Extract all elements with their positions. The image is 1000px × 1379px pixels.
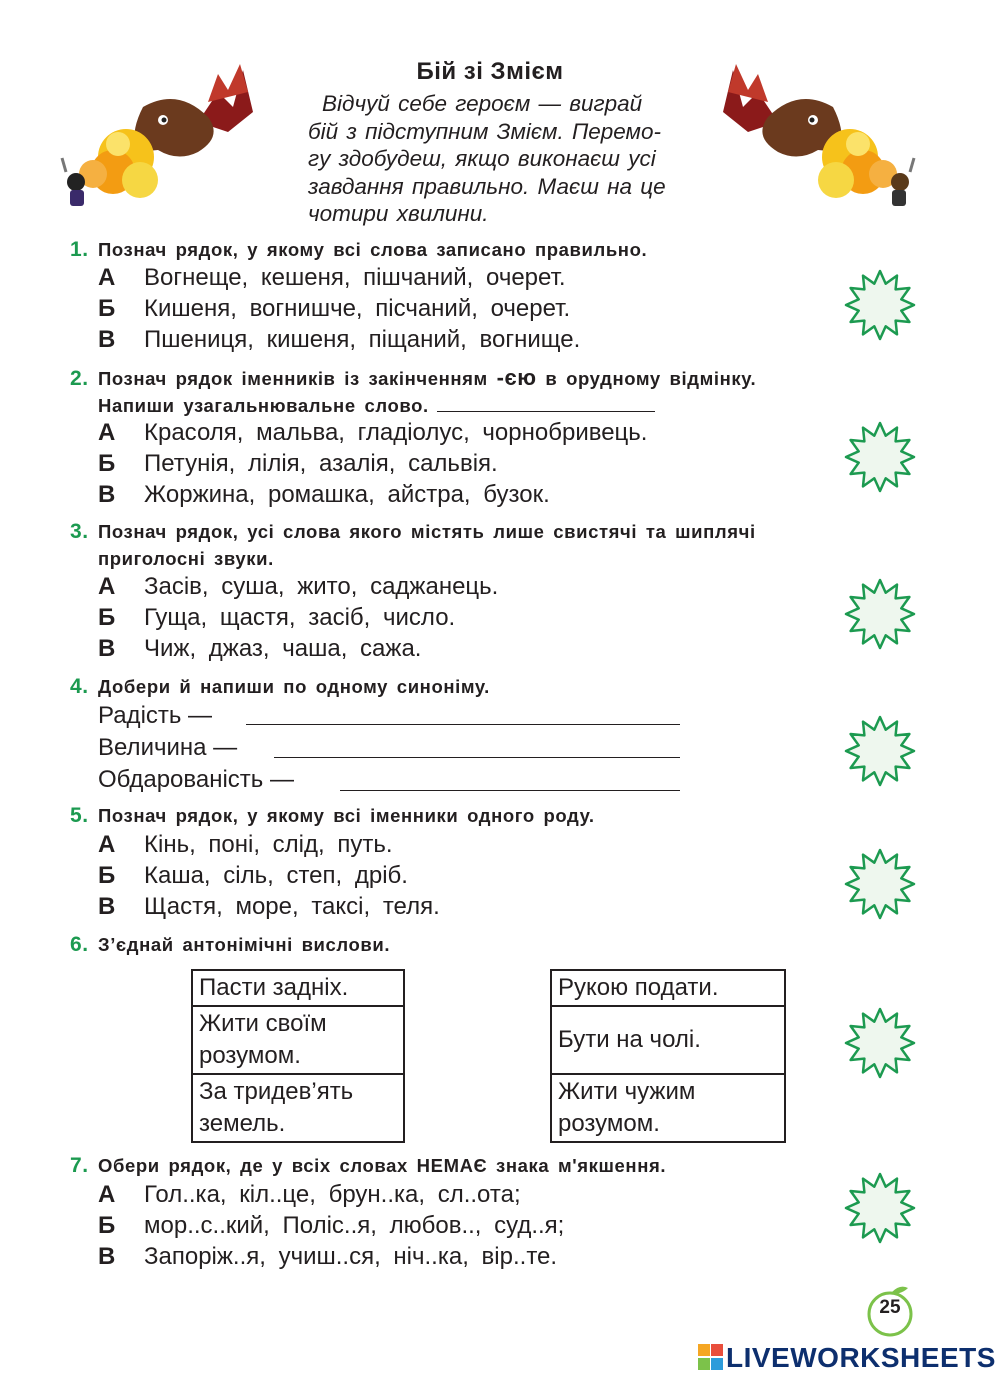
page-number: 25 [879,1297,901,1318]
match-cell[interactable]: За тридев’ять земель. [192,1074,404,1142]
star-icon[interactable] [844,269,916,341]
option-text: Запоріж..я, учиш..ся, ніч..ка, вір..те. [144,1243,558,1270]
option-text: Гол..ка, кіл..це, брун..ка, сл..ота; [144,1181,521,1208]
option-row[interactable] [98,603,455,633]
question-text: Познач рядок, у якому всі слова записано правильно. [98,239,648,260]
option-row[interactable] [98,263,566,293]
star-icon[interactable] [844,578,916,650]
option-text: Пшениця, кишеня, піщаний, вогнище. [144,326,581,353]
option-letter: Б [98,604,116,631]
star-icon[interactable] [844,1172,916,1244]
option-text: Гуща, щастя, засіб, число. [144,604,456,631]
question-2 [70,364,822,419]
option-text: мор..с..кий, Поліс..я, любов.., суд..я; [144,1212,565,1239]
option-letter: В [98,635,116,662]
question-6 [70,931,822,958]
option-text: Засів, суша, жито, саджанець. [144,573,499,600]
option-letter: А [98,1181,116,1208]
option-letter: А [98,264,116,291]
option-letter: Б [98,450,116,477]
option-letter: Б [98,862,116,889]
answer-blank[interactable] [437,393,655,412]
option-text: Щастя, море, таксі, теля. [144,893,440,920]
option-row[interactable] [98,325,580,355]
question-1 [70,236,822,263]
footer-brand: LIVEWORKSHEETS [726,1342,996,1373]
option-row[interactable] [98,1242,557,1272]
option-text: Кінь, поні, слід, путь. [144,831,393,858]
option-text: Жоржина, ромашка, айстра, бузок. [144,481,550,508]
question-number: 3. [70,520,89,543]
question-text: Познач рядок, у якому всі іменники одного роду. [98,805,595,826]
option-letter: А [98,573,116,600]
option-row[interactable] [98,572,498,602]
option-text: Петунія, лілія, азалія, сальвія. [144,450,498,477]
question-text: З’єднай антонімічні вислови. [98,934,391,955]
question-number: 7. [70,1154,89,1177]
question-text: Познач рядок, усі слова якого містять лише свистячі та шиплячі [98,521,756,542]
option-letter: В [98,326,116,353]
intro-line: Відчуй себе героєм — виграй [322,91,643,116]
question-text: Познач рядок іменників із закінченням [98,368,488,389]
intro-line: бій з підступним Змієм. Перемо- [308,118,661,144]
option-row[interactable] [98,1211,564,1241]
option-text: Чиж, джаз, чаша, сажа. [144,635,422,662]
question-text: Обери рядок, де у всіх словах НЕМАЄ знака м'якшення. [98,1155,667,1176]
answer-line[interactable] [274,757,680,758]
option-text: Каша, сіль, степ, дріб. [144,862,408,889]
option-text: Кишеня, вогнишче, пісчаний, очерет. [144,295,571,322]
intro-text [308,90,698,228]
option-row[interactable] [98,418,647,448]
option-letter: В [98,893,116,920]
synonym-prompt: Обдарованість — [98,766,294,793]
question-5 [70,802,822,829]
star-icon[interactable] [844,715,916,787]
option-row[interactable] [98,294,570,324]
option-letter: А [98,419,116,446]
option-row[interactable] [98,480,550,510]
option-row[interactable] [98,892,440,922]
intro-line: чотири хвилини. [308,201,489,226]
synonym-prompt: Радість — [98,702,213,729]
matching-left-column [191,969,405,1143]
match-cell[interactable]: Рукою подати. [551,970,785,1006]
question-text: Напиши узагальнювальне слово. [98,395,429,416]
intro-line: гу здобудеш, якщо виконаєш усі [308,146,656,171]
question-number: 6. [70,933,89,956]
star-icon[interactable] [844,421,916,493]
option-letter: В [98,1243,116,1270]
answer-line[interactable] [246,724,680,725]
star-icon[interactable] [844,848,916,920]
option-letter: А [98,831,116,858]
option-row[interactable] [98,861,408,891]
answer-line[interactable] [340,790,680,791]
page-title: Бій зі Змієм [416,58,564,85]
question-number: 5. [70,804,89,827]
question-3 [70,518,822,572]
question-number: 2. [70,367,89,390]
intro-line: завдання правильно. Маєш на це [308,173,666,199]
option-letter: В [98,481,116,508]
synonym-prompt: Величина — [98,734,238,761]
match-cell[interactable]: Пасти задніх. [192,970,404,1006]
question-text: приголосні звуки. [98,548,274,569]
match-cell[interactable]: Жити чужим розумом. [551,1074,785,1142]
option-row[interactable] [98,1180,521,1210]
question-number: 4. [70,675,89,698]
question-7 [70,1152,822,1179]
option-row[interactable] [98,634,421,664]
option-row[interactable] [98,449,498,479]
option-letter: Б [98,1212,116,1239]
question-text: в орудному відмінку. [545,368,757,389]
option-row[interactable] [98,830,393,860]
option-text: Вогнеще, кешеня, пішчаний, очерет. [144,264,566,291]
question-text: Добери й напиши по одному синоніму. [98,676,490,697]
option-text: Красоля, мальва, гладіолус, чорнобривець. [144,419,648,446]
liveworksheets-logo-icon [698,1344,724,1372]
match-cell[interactable]: Жити своїм розумом. [192,1006,404,1074]
match-cell[interactable]: Бути на чолі. [551,1006,785,1074]
ending-marker: -єю [496,365,537,390]
question-number: 1. [70,238,89,261]
option-letter: Б [98,295,116,322]
question-4 [70,673,822,700]
matching-right-column [550,969,786,1143]
star-icon[interactable] [844,1007,916,1079]
